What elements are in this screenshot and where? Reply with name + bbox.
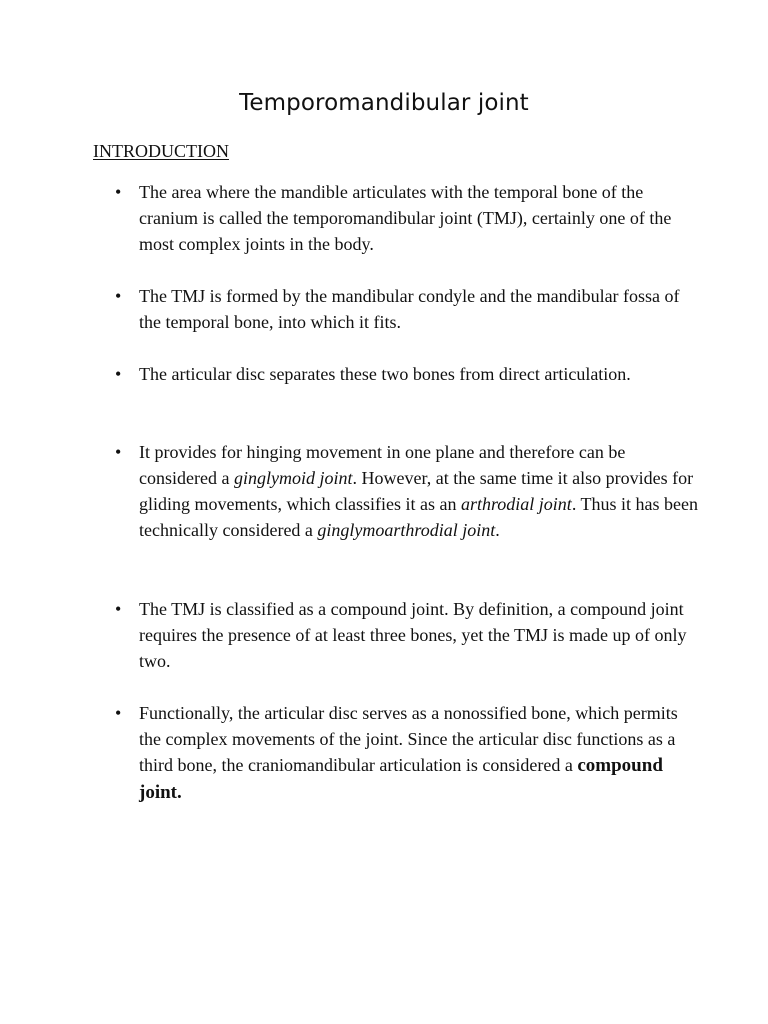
list-item-text: [139, 700, 699, 806]
list-item: [115, 700, 699, 806]
bullet-icon: •: [115, 703, 122, 723]
list-item: [115, 439, 699, 543]
bullet-icon: •: [115, 182, 122, 202]
section-heading: INTRODUCTION: [93, 141, 229, 161]
bullet-icon: •: [115, 442, 122, 462]
italic-term: arthrodial joint: [460, 494, 572, 514]
page-title: Temporomandibular joint: [239, 90, 529, 116]
text-run: . Thus it has been technically considered a: [139, 494, 698, 540]
list-item-text: The articular disc separates these two bones from direct articulation.: [139, 364, 631, 384]
list-item-text: The TMJ is classified as a compound joint. By definition, a compound joint requires the presence of at least three bones, yet the TMJ is made up of only two.: [139, 599, 687, 671]
list-item: [115, 179, 699, 257]
list-item-text: The area where the mandible articulates with the temporal bone of the cranium is called the temporomandibular joint (TMJ), certainly one of the most complex joints in the body.: [139, 182, 672, 254]
text-run: .: [495, 520, 500, 540]
list-item: [115, 361, 699, 387]
text-run: Functionally, the articular disc serves as a nonossified bone, which permits the complex movements of the joint. Since the articular disc functions as a third bone, the craniomandibular articulation is considered a: [139, 703, 678, 775]
text-run: It provides for hinging movement in one plane and therefore can be considered a: [139, 442, 626, 488]
italic-term: ginglymoarthrodial joint: [317, 520, 496, 540]
bullet-icon: •: [115, 599, 122, 619]
list-item: [115, 596, 699, 674]
text-run: . However, at the same time it also provides for gliding movements, which classifies it as an: [139, 468, 694, 514]
italic-term: ginglymoid joint: [233, 468, 353, 488]
list-item-text: The TMJ is formed by the mandibular condyle and the mandibular fossa of the temporal bone, into which it fits.: [139, 286, 680, 332]
bullet-icon: •: [115, 364, 122, 384]
list-item: [115, 283, 699, 335]
list-item-text: [139, 439, 699, 543]
bold-term: compound joint.: [139, 755, 663, 803]
bullet-icon: •: [115, 286, 122, 306]
